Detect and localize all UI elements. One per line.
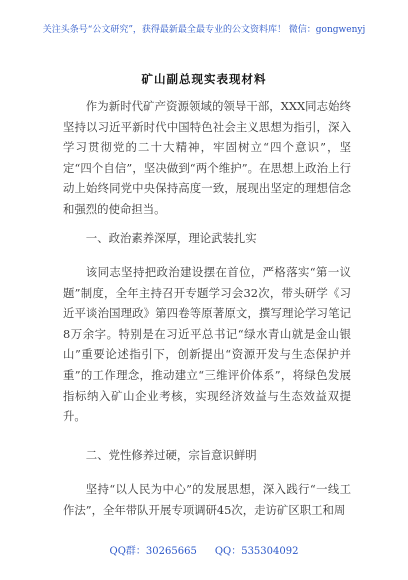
- footer-qq-number: QQ：535304092: [214, 546, 299, 557]
- section-1-heading: 一、政治素养深厚，理论武装扎实: [85, 231, 257, 245]
- section-2-body-block: [63, 479, 351, 520]
- section-1-body-block: [63, 262, 351, 427]
- footer-contact: [0, 542, 408, 557]
- section-2-paragraph: 坚持“以人民为中心”的发展思想，深入践行“一线工作法”，全年带队开展专项调研45次，走访矿区职工和周: [63, 482, 351, 517]
- intro-paragraph: 作为新时代矿产资源领域的领导干部，XXX同志始终坚持以习近平新时代中国特色社会主义思想为指引，深入学习贯彻党的二十大精神，牢固树立“四个意识”，坚定“四个自信”，坚决做到“两个维护”。在思想上政治上行动上始终同党中央保持高度一致，展现出坚定的理想信念和强烈的使命担当。: [63, 99, 351, 216]
- section-2-heading: 二、党性修养过硬，宗旨意识鲜明: [85, 448, 257, 462]
- document-title: 矿山副总现实表现材料: [141, 72, 267, 86]
- footer-qq-group: QQ群：30265665: [109, 546, 197, 557]
- header-banner: 关注头条号“公文研究”，获得最新最全最专业的公文资料库！ 微信：gongwenyj: [42, 25, 366, 35]
- intro-paragraph-block: [63, 96, 351, 220]
- section-1-paragraph: 该同志坚持把政治建设摆在首位，严格落实“第一议题”制度，全年主持召开专题学习会32次，带头研学《习近平谈治国理政》第四卷等原著原文，撰写理论学习笔记8万余字。特别是在习近平总书记“绿水青山就是金山银山”重要论述指引下，创新提出“资源开发与生态保护并重”的工作理念，推动建立“三维评价体系”，将绿色发展指标纳入矿山企业考核，实现经济效益与生态效益双提升。: [63, 265, 351, 424]
